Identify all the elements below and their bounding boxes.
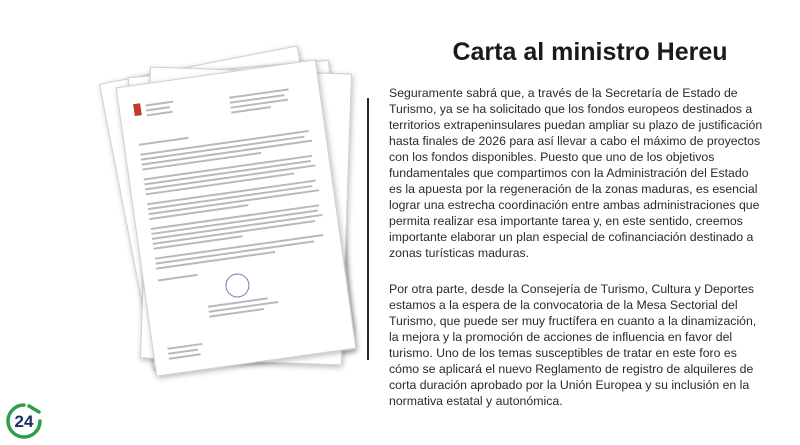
article-title: Carta al ministro Hereu (452, 38, 728, 66)
letter-page-front (116, 59, 357, 376)
official-seal-icon (224, 272, 251, 299)
vertical-divider (367, 98, 369, 360)
letter-document-image (95, 50, 375, 390)
article-body (389, 85, 764, 429)
government-crest-icon (133, 103, 142, 116)
article-paragraph: Por otra parte, desde la Consejería de Turismo, Cultura y Deportes estamos a la espera de la convocatoria de la Mesa Sectorial del Turismo, que puede ser muy fructífera en cuanto a la dinamización, la mejora y la promoción de acciones de influencia en favor del turismo. Uno de los temas susceptibles de tratar en este foro es cómo se aplicará el nuevo Reglamento de registro de alquileres de corta duración aprobado por la Unión Europea y su inclusión en la normativa estatal y autonómica. (389, 282, 757, 408)
brand-logo-24-icon (5, 402, 43, 440)
logo-text: 24 (14, 412, 34, 431)
article-paragraph: Seguramente sabrá que, a través de la Secretaría de Estado de Turismo, ya se ha solicitado que los fondos europeos destinados a territorios extrapeninsulares puedan ampliar su plazo de justificación hasta finales de 2026 para así llevar a cabo el máximo de proyectos con los fondos disponibles. Puesto que uno de los objetivos fundamentales que compartimos con la Administración del Estado es la apuesta por la regeneración de la zonas maduras, es esencial lograr una estrecha coordinación entre ambas administraciones que permita realizar esa importante tarea y, en este sentido, creemos importante elaborar un plan especial de cofinanciación destinado a zonas turísticas maduras. (389, 86, 763, 260)
